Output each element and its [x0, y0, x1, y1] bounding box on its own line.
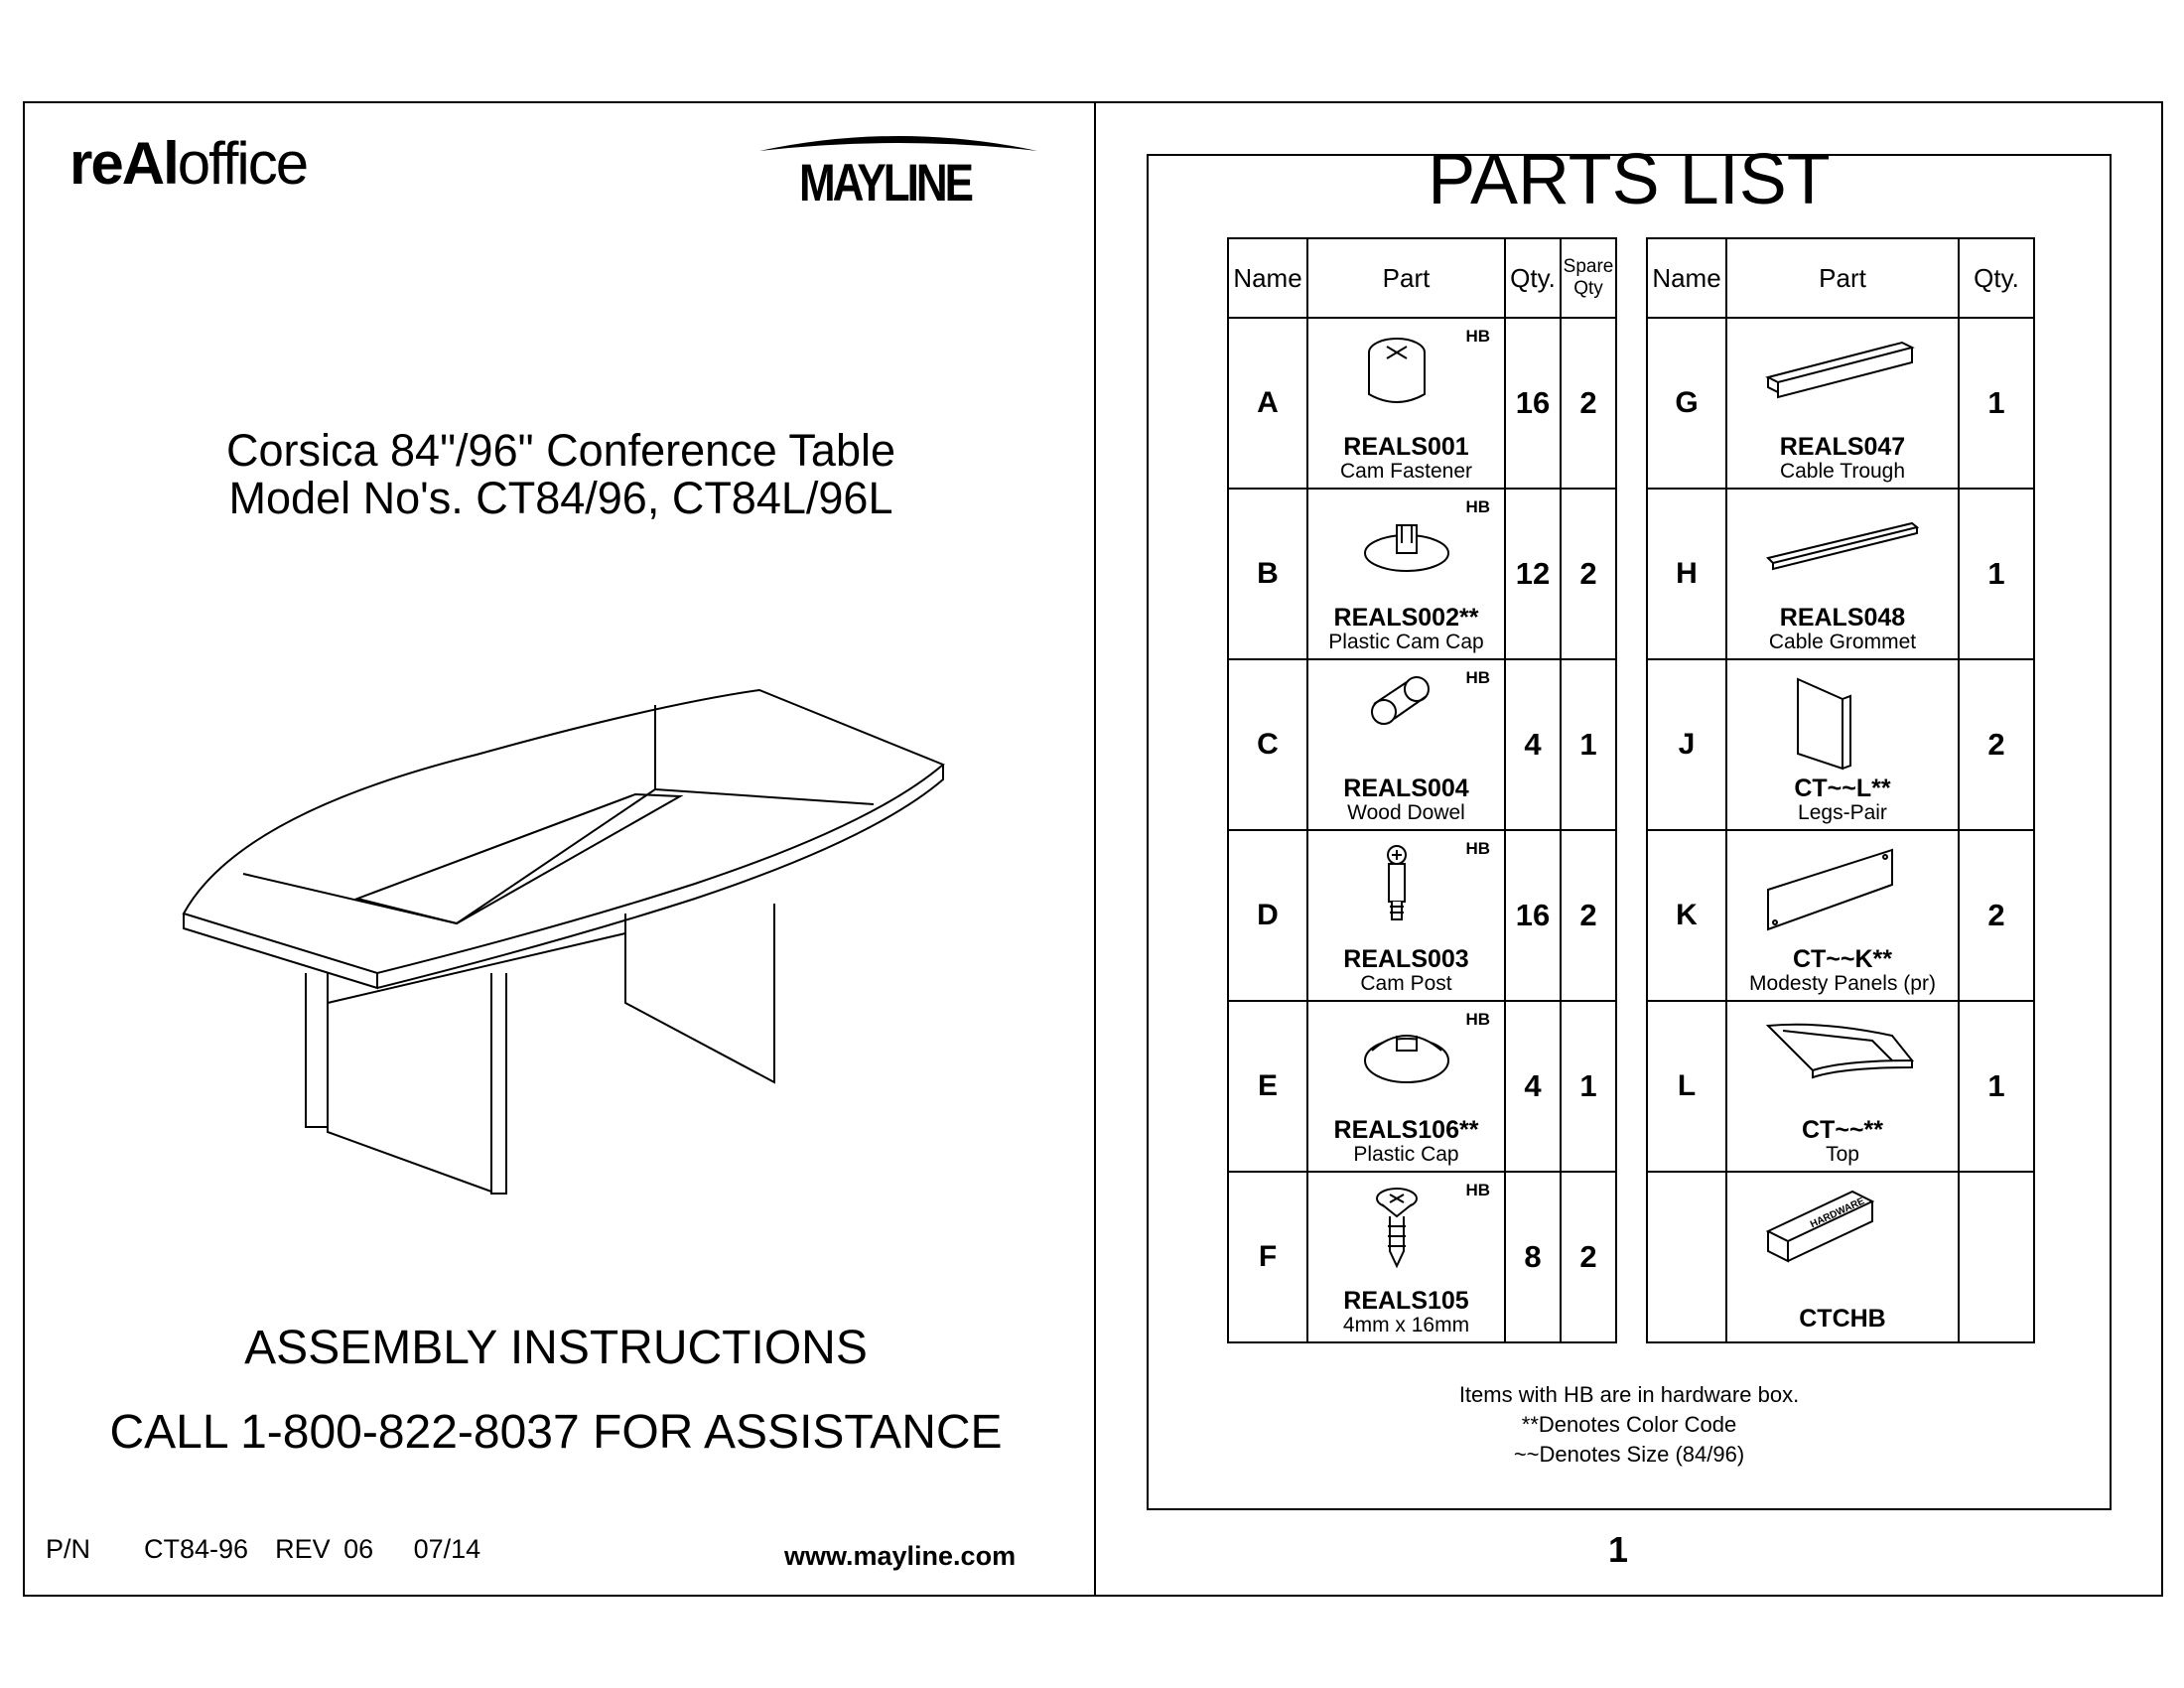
part-letter: H — [1647, 489, 1726, 659]
plastic-cap-icon — [1362, 1016, 1451, 1100]
hardware-box-badge: HB — [1465, 497, 1490, 516]
assembly-instructions-heading: ASSEMBLY INSTRUCTIONS — [244, 1322, 868, 1374]
part-cell — [1307, 1001, 1505, 1172]
part-description: Cable Grommet — [1768, 631, 1917, 653]
part-qty: 2 — [1959, 830, 2034, 1001]
parts-list-title: PARTS LIST — [1428, 140, 1831, 219]
header-name: Name — [1647, 238, 1726, 318]
header-qty: Qty. — [1505, 238, 1561, 318]
spare-qty: 1 — [1561, 1001, 1616, 1172]
part-cell — [1726, 318, 1959, 489]
part-qty: 4 — [1505, 1001, 1561, 1172]
cam-fastener-icon — [1362, 333, 1451, 417]
spare-qty: 2 — [1561, 489, 1616, 659]
part-letter: L — [1647, 1001, 1726, 1172]
part-cell — [1307, 830, 1505, 1001]
part-row — [1647, 489, 2034, 659]
assistance-phone: CALL 1-800-822-8037 FOR ASSISTANCE — [109, 1406, 1003, 1459]
note-color-code: **Denotes Color Code — [1521, 1412, 1737, 1437]
note-size: ~~Denotes Size (84/96) — [1513, 1442, 1745, 1467]
part-qty: 2 — [1959, 659, 2034, 830]
screw-icon — [1362, 1187, 1451, 1271]
spare-qty: 2 — [1561, 318, 1616, 489]
trough-icon — [1763, 333, 1922, 432]
part-cell — [1307, 489, 1505, 659]
part-code: CTCHB — [1799, 1305, 1886, 1333]
part-qty: 16 — [1505, 318, 1561, 489]
part-description: Legs-Pair — [1798, 801, 1887, 824]
part-letter: J — [1647, 659, 1726, 830]
part-code: CT~~K** — [1792, 945, 1893, 973]
header-qty: Qty. — [1959, 238, 2034, 318]
part-cell — [1726, 489, 1959, 659]
parts-table-right — [1646, 237, 2035, 1343]
model-numbers: Model No's. CT84/96, CT84L/96L — [228, 473, 893, 523]
part-letter: K — [1647, 830, 1726, 1001]
website-link[interactable]: www.mayline.com — [784, 1541, 1017, 1571]
part-description: Plastic Cam Cap — [1328, 631, 1484, 653]
part-number: P/N CT84-96 REV 06 07/14 — [46, 1534, 481, 1564]
part-cell — [1726, 1172, 1959, 1342]
cam-post-icon — [1362, 845, 1451, 929]
panel-icon — [1763, 845, 1922, 944]
part-code: REALS048 — [1779, 604, 1906, 632]
hardware-box-badge: HB — [1465, 327, 1490, 346]
top-icon — [1763, 1016, 1922, 1115]
part-code: REALS105 — [1343, 1287, 1469, 1315]
part-code: REALS002** — [1333, 604, 1479, 632]
part-qty: 1 — [1959, 318, 2034, 489]
part-description: Modesty Panels (pr) — [1749, 972, 1936, 995]
part-cell — [1726, 830, 1959, 1001]
part-description: Cam Fastener — [1339, 460, 1473, 483]
leg-icon — [1763, 674, 1922, 774]
part-row — [1228, 659, 1616, 830]
part-letter: D — [1228, 830, 1307, 1001]
page-divider — [1094, 101, 1096, 1597]
part-row — [1228, 489, 1616, 659]
part-description: Plastic Cap — [1353, 1143, 1459, 1166]
hardware-box-badge: HB — [1465, 1181, 1490, 1199]
part-row — [1647, 830, 2034, 1001]
part-code: REALS004 — [1343, 774, 1469, 802]
parts-table-left — [1227, 237, 1617, 1343]
part-code: CT~~L** — [1794, 774, 1891, 802]
part-letter: B — [1228, 489, 1307, 659]
part-code: CT~~** — [1802, 1116, 1883, 1144]
part-description: 4mm x 16mm — [1342, 1314, 1470, 1336]
svg-text:HARDWARE: HARDWARE — [1808, 1196, 1866, 1231]
spare-qty: 1 — [1561, 659, 1616, 830]
part-row — [1228, 1001, 1616, 1172]
part-letter: A — [1228, 318, 1307, 489]
part-qty: 8 — [1505, 1172, 1561, 1342]
part-description: Top — [1826, 1143, 1859, 1166]
part-code: REALS003 — [1343, 945, 1469, 973]
hardware-box-badge: HB — [1465, 668, 1490, 687]
part-qty: 1 — [1959, 489, 2034, 659]
product-title: Corsica 84"/96" Conference Table — [225, 425, 895, 476]
dowel-icon — [1362, 674, 1451, 759]
hardware-box-badge: HB — [1465, 839, 1490, 858]
part-description: Wood Dowel — [1347, 801, 1465, 824]
part-cell — [1726, 659, 1959, 830]
part-row — [1647, 318, 2034, 489]
header-spare-qty: Spare Qty — [1561, 238, 1616, 318]
part-row — [1228, 830, 1616, 1001]
spare-qty: 2 — [1561, 830, 1616, 1001]
part-letter — [1647, 1172, 1726, 1342]
part-letter: C — [1228, 659, 1307, 830]
part-qty: 12 — [1505, 489, 1561, 659]
part-row — [1647, 659, 2034, 830]
mayline-logo: MAYLINE — [754, 129, 1042, 218]
header-part: Part — [1307, 238, 1505, 318]
part-row — [1228, 318, 1616, 489]
part-description: Cable Trough — [1779, 460, 1906, 483]
part-letter: E — [1228, 1001, 1307, 1172]
part-code: REALS106** — [1333, 1116, 1479, 1144]
part-cell — [1307, 318, 1505, 489]
header-name: Name — [1228, 238, 1307, 318]
cam-cap-icon — [1362, 503, 1451, 588]
part-qty: 1 — [1959, 1001, 2034, 1172]
page-number: 1 — [1608, 1529, 1629, 1570]
part-cell — [1726, 1001, 1959, 1172]
part-qty: 4 — [1505, 659, 1561, 830]
realoffice-logo: reAloffice — [69, 130, 308, 197]
hardware-box-badge: HB — [1465, 1010, 1490, 1029]
part-qty: 16 — [1505, 830, 1561, 1001]
grommet-icon — [1763, 503, 1922, 603]
part-row — [1647, 1001, 2034, 1172]
part-letter: G — [1647, 318, 1726, 489]
part-cell — [1307, 1172, 1505, 1342]
hardware-box-icon — [1763, 1187, 1922, 1286]
header-part: Part — [1726, 238, 1959, 318]
spare-qty: 2 — [1561, 1172, 1616, 1342]
part-code: REALS001 — [1343, 433, 1469, 461]
parts-notes — [1147, 1380, 2112, 1470]
part-letter: F — [1228, 1172, 1307, 1342]
part-cell — [1307, 659, 1505, 830]
part-row — [1228, 1172, 1616, 1342]
note-hb: Items with HB are in hardware box. — [1458, 1382, 1800, 1407]
part-description: Cam Post — [1360, 972, 1452, 995]
part-qty — [1959, 1172, 2034, 1342]
part-code: REALS047 — [1779, 433, 1906, 461]
part-row — [1647, 1172, 2034, 1342]
conference-table-illustration — [179, 675, 963, 1201]
